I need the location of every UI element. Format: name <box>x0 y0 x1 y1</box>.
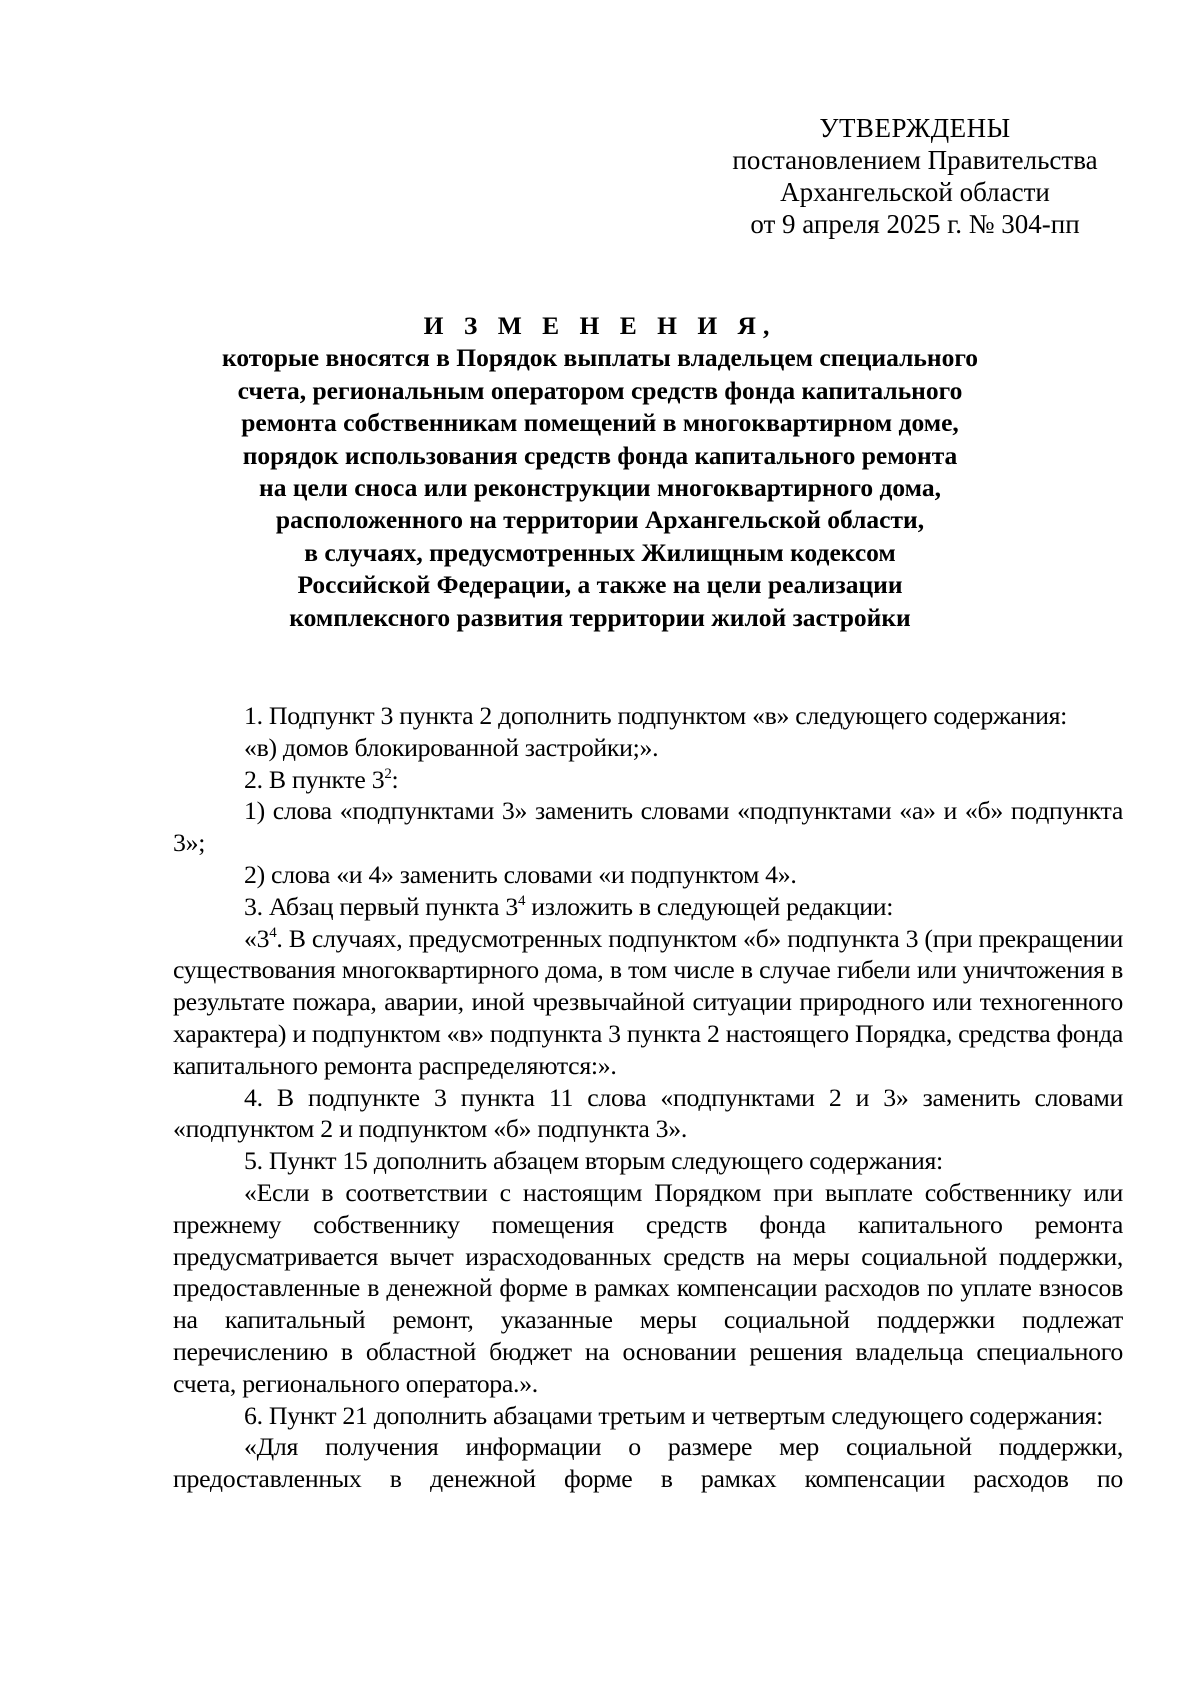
paragraph-item-3-text <box>173 923 1123 1082</box>
paragraph-text: «3 <box>244 923 270 953</box>
paragraph-item-5: 5. Пункт 15 дополнить абзацем вторым следующего содержания: <box>244 1146 943 1176</box>
title-line: которые вносятся в Порядок выплаты владельцем специального <box>221 343 979 373</box>
paragraph-item-2 <box>173 764 1123 796</box>
paragraph-item-1: 1. Подпункт 3 пункта 2 дополнить подпунктом «в» следующего содержания: <box>244 701 1068 730</box>
paragraph-text: : <box>391 764 399 794</box>
paragraph-item-5-text: «Если в соответствии с настоящим Порядком при выплате собственнику или прежнему собственнику помещения средств фонда капитального ремонта предусматривается вычет израсходованных средств на меры социальной поддержки, предоставленные в денежной форме в рамках компенсации расходов по уплате взносов на капитальный ремонт, указанные меры социальной поддержки подлежат перечислению в областной бюджет на основании решения владельца специального счета, регионального оператора.». <box>173 1177 1123 1398</box>
title-line: расположенного на территории Архангельской области, <box>275 505 925 535</box>
approval-stamp <box>700 112 1130 240</box>
title-line: ремонта собственникам помещений в многоквартирном доме, <box>241 408 959 438</box>
approval-line-resolution: постановлением Правительства <box>732 145 1098 175</box>
approval-title: УТВЕРЖДЕНЫ <box>819 113 1011 143</box>
title-line: Российской Федерации, а также на цели реализации <box>297 570 903 600</box>
title-line: порядок использования средств фонда капитального ремонта <box>242 440 958 470</box>
paragraph-item-3 <box>173 891 1123 923</box>
title-line: счета, региональным оператором средств фонда капитального <box>237 375 963 405</box>
title-line: на цели сноса или реконструкции многоквартирного дома, <box>259 473 941 503</box>
document-title <box>150 310 1050 634</box>
paragraph-text: изложить в следующей редакции: <box>525 891 894 921</box>
paragraph-item-2-1: 1) слова «подпунктами 3» заменить словами «подпунктами «а» и «б» подпункта 3»; <box>173 796 1123 858</box>
approval-line-date: от 9 апреля 2025 г. № 304-пп <box>750 209 1080 239</box>
paragraph-text: . В случаях, предусмотренных подпунктом «б» подпункта 3 (при прекращении существования многоквартирного дома, в том числе в случае гибели или уничтожения в результате пожара, аварии, иной чрезвычайной ситуации природного или техногенного характера) и подпунктом «в» подпункта 3 пункта 2 настоящего Порядка, средства фонда капитального ремонта распределяются:». <box>173 923 1123 1080</box>
paragraph-item-2-2: 2) слова «и 4» заменить словами «и подпунктом 4». <box>244 859 797 889</box>
paragraph-item-6: 6. Пункт 21 дополнить абзацами третьим и четвертым следующего содержания: <box>244 1400 1104 1430</box>
title-heading: И З М Е Н Е Н И Я, <box>423 311 777 340</box>
paragraph-text: 2. В пункте 3 <box>244 764 385 794</box>
document-body <box>173 700 1123 1495</box>
approval-line-region: Архангельской области <box>780 177 1050 207</box>
superscript: 2 <box>384 765 392 782</box>
title-line: комплексного развития территории жилой застройки <box>289 602 911 632</box>
paragraph-item-6-text: «Для получения информации о размере мер социальной поддержки, предоставленных в денежной форме в рамках компенсации расходов по <box>173 1432 1123 1494</box>
superscript: 4 <box>517 892 526 909</box>
paragraph-item-1-text: «в) домов блокированной застройки;». <box>244 732 659 762</box>
paragraph-item-4: 4. В подпункте 3 пункта 11 слова «подпунктами 2 и 3» заменить словами «подпунктом 2 и подпунктом «б» подпункта 3». <box>173 1082 1123 1144</box>
paragraph-text: 3. Абзац первый пункта 3 <box>244 891 518 921</box>
title-line: в случаях, предусмотренных Жилищным кодексом <box>304 537 896 567</box>
superscript: 4 <box>269 924 277 941</box>
